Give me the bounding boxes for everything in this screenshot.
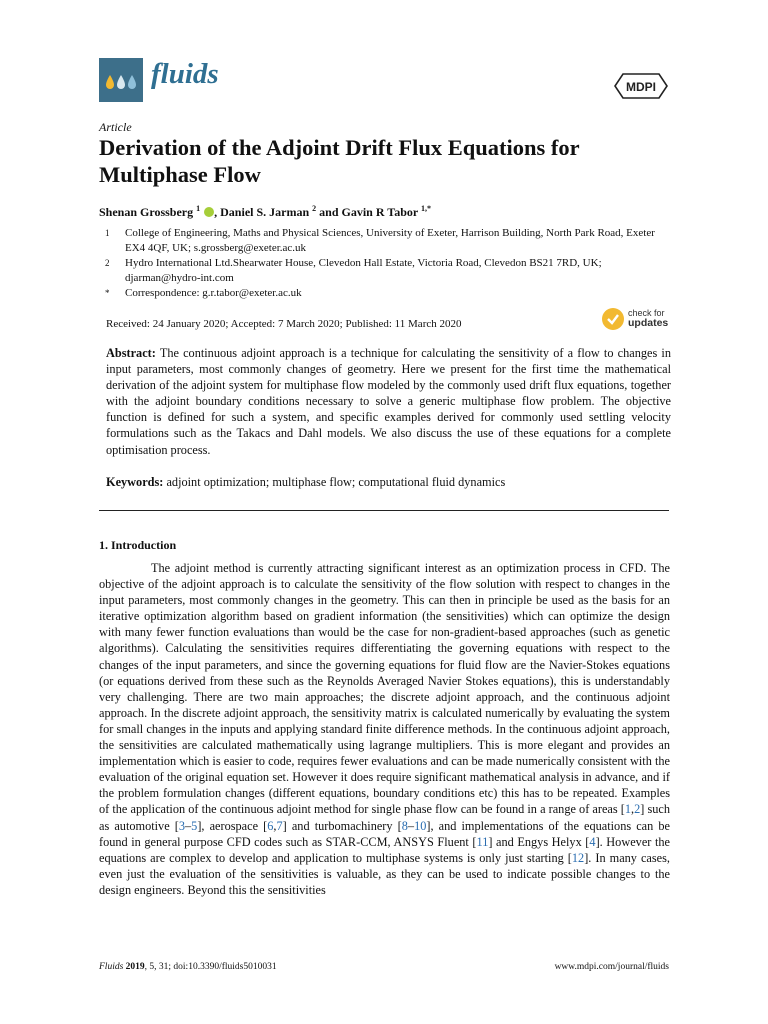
footer-journal: Fluids [99, 962, 124, 972]
body-text: – [185, 818, 192, 833]
footer-journal-url[interactable]: www.mdpi.com/journal/fluids [554, 962, 669, 972]
author-affil-mark[interactable]: 2 [312, 204, 317, 213]
water-drops-icon [99, 58, 143, 102]
article-type: Article [99, 120, 132, 134]
orcid-icon[interactable] [204, 207, 214, 217]
body-text: ], aerospace [ [197, 818, 268, 833]
affiliation-mark: 1 [105, 228, 110, 238]
abstract-label: Abstract: [106, 346, 156, 360]
body-text: , [273, 818, 277, 833]
affiliation-text: Hydro International Ltd.Shearwater House, Clevedon Hall Estate, Victoria Road, Clevedon BS21 7RD, UK; djarman@hydro-int.com [125, 257, 602, 284]
journal-logo[interactable] [99, 58, 143, 102]
section-heading: 1. Introduction [99, 538, 177, 552]
paper-title: Derivation of the Adjoint Drift Flux Equations for Multiphase Flow [99, 135, 580, 187]
keywords-text: adjoint optimization; multiphase flow; computational fluid dynamics [166, 475, 506, 489]
author-list [99, 204, 431, 220]
body-text: ] and turbomachinery [ [282, 818, 402, 833]
journal-name[interactable]: fluids [151, 58, 219, 90]
publication-dates: Received: 24 January 2020; Accepted: 7 March 2020; Published: 11 March 2020 [106, 318, 462, 330]
footer-citation [99, 962, 277, 972]
affiliation [99, 256, 674, 286]
section-divider [99, 510, 669, 511]
body-text: ], and implementations of the equations can be found in general purpose CFD codes such as STAR-CCM, ANSYS Fluent [ [99, 818, 670, 849]
author-name[interactable]: , Daniel S. Jarman [214, 205, 310, 219]
citation-link[interactable]: 8 [401, 818, 408, 833]
citation-link[interactable]: 3 [178, 818, 186, 833]
correspondence-text: Correspondence: g.r.tabor@exeter.ac.uk [125, 287, 302, 299]
abstract [106, 345, 671, 458]
body-text: ]. In many cases, even just the evaluation of the sensitivities is valuable, as they can be used to indicate possible changes to the design engineers. Beyond this the sensitivities [99, 850, 670, 897]
author-affil-mark[interactable]: 1,* [420, 204, 431, 213]
citation-link[interactable]: 1 [624, 802, 632, 817]
publisher-name: MDPI [626, 80, 656, 94]
mdpi-logo[interactable] [613, 68, 669, 104]
body-text: ] and Engys Helyx [ [488, 834, 590, 849]
affiliation-mark: 2 [105, 258, 110, 268]
citation-link[interactable]: 11 [476, 834, 489, 849]
abstract-text: The continuous adjoint approach is a technique for calculating the sensitivity of a flow to changes in input parameters, most commonly changes of geometry. Here we present for the first time the mathematical derivation of the adjoint system for multiphase flow modeled by the commonly used drift flux equations, together with the adjoint boundary conditions necessary to solve a generic multiphase flow problem. The objective function is defined for such a system, and specific examples derived for commonly used settling velocity formulations such as the Takacs and Dahl models. We also discuss the use of these equations for a complete optimisation process. [106, 346, 671, 457]
citation-link[interactable]: 12 [571, 850, 585, 865]
body-text: ]. However the equations are complex to develop and application to multiphase systems is only just starting [ [99, 834, 670, 865]
keywords-label: Keywords: [106, 475, 164, 489]
body-text: – [407, 818, 415, 833]
check-for-updates-button[interactable] [602, 308, 672, 332]
affiliation-mark: * [105, 288, 110, 298]
body-text: , [631, 802, 635, 817]
checkmark-icon [602, 308, 624, 330]
author-name[interactable]: and Gavin R Tabor [316, 205, 418, 219]
citation-link[interactable]: 10 [414, 818, 427, 833]
author-name[interactable]: Shenan Grossberg [99, 205, 194, 219]
body-text: ] such as automotive [ [99, 802, 670, 833]
citation-link[interactable]: 5 [191, 818, 198, 833]
footer-year: 2019 [125, 962, 145, 972]
introduction-body [99, 560, 670, 898]
correspondence [99, 286, 674, 301]
citation-link[interactable]: 4 [589, 834, 596, 849]
check-updates-line1: check for [628, 308, 665, 318]
keywords [106, 475, 671, 490]
check-updates-line2: updates [628, 317, 669, 329]
citation-link[interactable]: 7 [276, 818, 283, 833]
footer-doi[interactable]: , 5, 31; doi:10.3390/fluids5010031 [144, 962, 277, 972]
author-affil-mark[interactable]: 1 [196, 204, 201, 213]
affiliation-text: College of Engineering, Maths and Physical Sciences, University of Exeter, Harrison Building, North Park Road, Exeter EX4 4QF, UK; s.grossberg@exeter.ac.uk [125, 227, 655, 254]
affiliation [99, 226, 674, 256]
body-text: The adjoint method is currently attracting significant interest as an optimization process in CFD. The objective of the adjoint approach is to calculate the sensitivity of the flow solution with respect to changes in the input parameters, most commonly changes in the geometry. This can then in principle be used as the basis for an iterative optimization algorithm based on gradient information (the sensitivities) which can optimize the design with many fewer function evaluations than would be the case for non-gradient-based approaches (such as genetic algorithms). Calculating the sensitivities requires differentiating the governing equations with respect to the changes of the input parameters, and since the governing equations for fluid flow are the Navier-Stokes equations (or equations derived from these such as the Reynolds Averaged Navier Stokes equations), this is understandably very challenging. There are two main approaches; the discrete adjoint approach, and the continuous adjoint approach. In the discrete adjoint approach, the sensitivity matrix is calculated numerically by evaluating the system for small changes in the inputs and applying standard finite difference methods. In the continuous adjoint approach, the sensitivities are calculated mathematically using lagrange multipliers. This is more elegant and provides an implementation which is easier to code, requires fewer evaluations and can be made numerically consistent with the evaluation of the original equation set. However it does require significant mathematical analysis in advance, and if the problem formulation changes (different equations, boundary conditions etc) this has to be repeated. Examples of the application of the continuous adjoint method for single phase flow can be found in a range of areas [ [99, 561, 670, 817]
citation-link[interactable]: 2 [634, 802, 641, 817]
citation-link[interactable]: 6 [267, 818, 274, 833]
